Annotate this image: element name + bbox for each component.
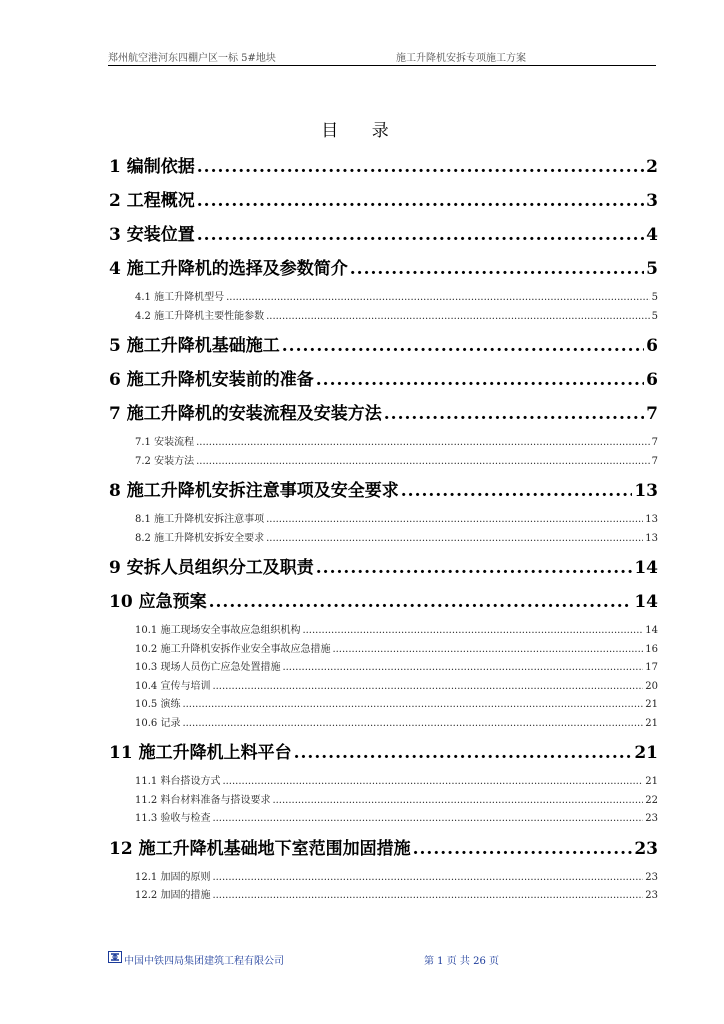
toc-chapter-entry[interactable] — [109, 333, 658, 367]
toc-entry-page-number: 13 — [645, 514, 658, 525]
toc-entry-label: 10.3 现场人员伤亡应急处置措施 — [135, 662, 281, 673]
toc-dot-leader — [266, 512, 643, 528]
toc-entry-label: 10 应急预案 — [109, 592, 207, 612]
toc-dot-leader — [212, 811, 643, 827]
toc-entry-label: 10.6 记录 — [135, 717, 181, 729]
toc-entry-label: 2 工程概况 — [109, 191, 195, 211]
toc-entry-label: 10.1 施工现场安全事故应急组织机构 — [135, 625, 301, 636]
toc-entry-page-number: 23 — [645, 871, 658, 883]
toc-dot-leader — [212, 679, 643, 695]
toc-dot-leader — [282, 333, 644, 359]
toc-entry-label: 7 施工升降机的安装流程及安装方法 — [109, 404, 382, 424]
toc-entry-page-number: 13 — [645, 532, 658, 544]
toc-dot-leader — [212, 888, 643, 904]
toc-dot-leader — [316, 367, 644, 393]
header-document-name: 施工升降机安拆专项施工方案 — [396, 53, 526, 64]
toc-entry-label: 11 施工升降机上料平台 — [109, 743, 292, 763]
toc-dot-leader — [197, 154, 644, 180]
toc-entry-label: 11.3 验收与检查 — [135, 813, 211, 824]
toc-chapter-entry[interactable] — [109, 478, 658, 512]
toc-chapter-entry[interactable] — [109, 367, 658, 401]
toc-dot-leader — [266, 309, 650, 325]
toc-section-entry[interactable] — [109, 290, 658, 309]
toc-section-entry[interactable] — [109, 642, 658, 661]
toc-entry-page-number: 23 — [634, 838, 658, 859]
toc-chapter-entry[interactable] — [109, 589, 658, 623]
toc-section-entry[interactable] — [109, 679, 658, 698]
toc-entry-label: 12.1 加固的原则 — [135, 871, 211, 883]
toc-chapter-entry[interactable] — [109, 222, 658, 256]
toc-entry-page-number: 20 — [645, 680, 658, 692]
toc-dot-leader — [226, 290, 650, 306]
toc-entry-page-number: 21 — [645, 776, 658, 787]
toc-dot-leader — [222, 774, 643, 790]
toc-dot-leader — [294, 740, 633, 766]
toc-dot-leader — [413, 836, 633, 862]
toc-dot-leader — [401, 478, 633, 504]
toc-entry-page-number: 3 — [646, 191, 658, 211]
toc-chapter-entry[interactable] — [109, 555, 658, 589]
toc-section-entry[interactable] — [109, 623, 658, 642]
toc-entry-page-number: 2 — [646, 157, 658, 177]
toc-dot-leader — [197, 222, 644, 248]
toc-dot-leader — [196, 435, 650, 451]
toc-dot-leader — [316, 555, 633, 581]
toc-entry-label: 4 施工升降机的选择及参数简介 — [109, 259, 348, 279]
toc-entry-page-number: 17 — [645, 662, 658, 673]
toc-section-entry[interactable] — [109, 697, 658, 716]
toc-entry-label: 8.1 施工升降机安拆注意事项 — [135, 514, 265, 525]
toc-section-entry[interactable] — [109, 811, 658, 830]
toc-entry-label: 10.5 演练 — [135, 699, 181, 710]
toc-section-entry[interactable] — [109, 660, 658, 679]
toc-entry-label: 9 安拆人员组织分工及职责 — [109, 558, 314, 578]
toc-entry-page-number: 21 — [645, 699, 658, 710]
toc-entry-page-number: 21 — [634, 743, 658, 763]
toc-chapter-entry[interactable] — [109, 154, 658, 188]
toc-title: 目 录 — [321, 121, 403, 141]
toc-entry-label: 8.2 施工升降机安拆安全要求 — [135, 532, 265, 544]
toc-entry-page-number: 14 — [634, 558, 658, 578]
toc-entry-label: 7.1 安装流程 — [135, 437, 195, 448]
toc-entry-page-number: 23 — [645, 813, 658, 824]
toc-dot-leader — [282, 660, 643, 676]
toc-entry-label: 8 施工升降机安拆注意事项及安全要求 — [109, 481, 399, 501]
footer-page-info: 第 1 页 共 26 页 — [424, 956, 499, 967]
toc-section-entry[interactable] — [109, 793, 658, 812]
table-of-contents — [109, 154, 658, 907]
page-header — [108, 49, 656, 66]
toc-entry-page-number: 5 — [651, 292, 658, 303]
toc-section-entry[interactable] — [109, 870, 658, 889]
toc-dot-leader — [196, 454, 650, 470]
toc-entry-page-number: 14 — [634, 592, 658, 612]
toc-dot-leader — [384, 401, 644, 427]
toc-entry-page-number: 5 — [646, 259, 658, 279]
toc-section-entry[interactable] — [109, 531, 658, 550]
toc-entry-label: 11.2 料台材料准备与搭设要求 — [135, 794, 271, 806]
page-footer — [108, 951, 656, 965]
toc-entry-page-number: 5 — [651, 310, 658, 322]
footer-company-name: 中国中铁四局集团建筑工程有限公司 — [124, 956, 284, 967]
toc-entry-page-number: 7 — [651, 455, 658, 467]
toc-entry-page-number: 7 — [646, 404, 658, 424]
toc-dot-leader — [266, 531, 643, 547]
toc-entry-label: 6 施工升降机安装前的准备 — [109, 370, 314, 390]
toc-section-entry[interactable] — [109, 309, 658, 328]
toc-entry-page-number: 16 — [645, 643, 658, 655]
toc-entry-page-number: 13 — [634, 481, 658, 501]
toc-entry-label: 7.2 安装方法 — [135, 455, 195, 467]
toc-entry-label: 10.2 施工升降机安拆作业安全事故应急措施 — [135, 643, 331, 655]
toc-section-entry[interactable] — [109, 888, 658, 907]
toc-entry-label: 4.2 施工升降机主要性能参数 — [135, 310, 265, 322]
toc-section-entry[interactable] — [109, 454, 658, 473]
toc-dot-leader — [212, 870, 643, 886]
toc-entry-label: 1 编制依据 — [109, 157, 195, 177]
crcc-logo-icon — [108, 951, 122, 963]
toc-entry-page-number: 6 — [646, 336, 658, 356]
toc-dot-leader — [182, 716, 643, 732]
toc-dot-leader — [302, 623, 643, 639]
toc-chapter-entry[interactable] — [109, 836, 658, 870]
toc-entry-page-number: 14 — [645, 625, 658, 636]
toc-section-entry[interactable] — [109, 435, 658, 454]
toc-dot-leader — [209, 589, 633, 615]
toc-chapter-entry[interactable] — [109, 188, 658, 222]
toc-section-entry[interactable] — [109, 512, 658, 531]
toc-chapter-entry[interactable] — [109, 401, 658, 435]
toc-entry-label: 3 安装位置 — [109, 225, 195, 245]
toc-chapter-entry[interactable] — [109, 256, 658, 290]
toc-entry-page-number: 7 — [651, 437, 658, 448]
toc-entry-page-number: 23 — [645, 890, 658, 901]
toc-section-entry[interactable] — [109, 774, 658, 793]
toc-entry-label: 11.1 料台搭设方式 — [135, 776, 221, 787]
toc-entry-page-number: 21 — [645, 717, 658, 729]
toc-section-entry[interactable] — [109, 716, 658, 735]
toc-entry-label: 10.4 宣传与培训 — [135, 680, 211, 692]
toc-dot-leader — [272, 793, 643, 809]
header-project-name: 郑州航空港河东四棚户区一标 5#地块 — [108, 53, 276, 64]
toc-dot-leader — [182, 697, 643, 713]
toc-entry-page-number: 22 — [645, 794, 658, 806]
toc-entry-label: 12 施工升降机基础地下室范围加固措施 — [109, 838, 411, 859]
toc-chapter-entry[interactable] — [109, 740, 658, 774]
toc-entry-label: 12.2 加固的措施 — [135, 890, 211, 901]
toc-entry-page-number: 6 — [646, 370, 658, 390]
toc-dot-leader — [350, 256, 644, 282]
toc-entry-page-number: 4 — [646, 225, 658, 245]
toc-entry-label: 4.1 施工升降机型号 — [135, 292, 225, 303]
toc-dot-leader — [197, 188, 644, 214]
toc-entry-label: 5 施工升降机基础施工 — [109, 336, 280, 356]
toc-dot-leader — [332, 642, 643, 658]
